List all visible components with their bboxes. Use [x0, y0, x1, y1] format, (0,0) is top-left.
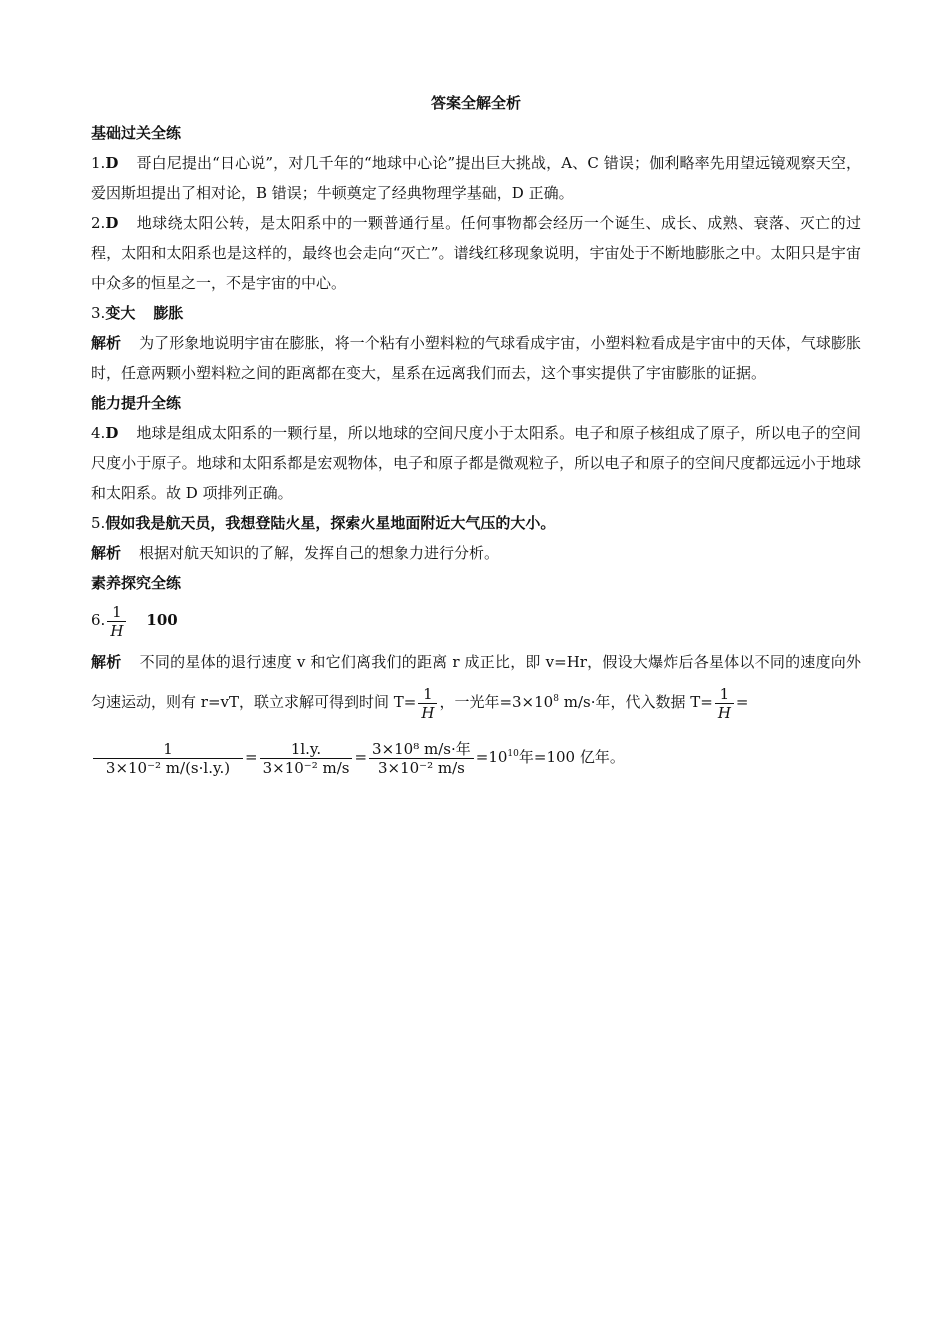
question-number: 4. — [91, 424, 106, 442]
answer-page — [91, 88, 861, 782]
question-number: 6. — [91, 611, 106, 629]
equation-fraction-2: $\frac{1l.y.}{\text{3×10⁻² m/s}}$ — [260, 740, 353, 777]
question-number: 1. — [91, 154, 106, 172]
analysis-text-c: m/s·年，代入数据 T= — [558, 693, 713, 711]
fraction-one-over-h: $\frac{1}{H}$ — [715, 685, 734, 722]
fraction-one-over-h: $\frac{1}{H}$ — [418, 685, 437, 722]
answer-letter: D — [105, 424, 119, 442]
equation-line — [91, 732, 861, 782]
question-number: 3. — [91, 304, 106, 322]
page-title: 答案全解全析 — [430, 94, 521, 112]
answer-text: 地球是组成太阳系的一颗行星，所以地球的空间尺度小于太阳系。电子和原子核组成了原子，所以电子的空间尺度小于原子。地球和太阳系都是宏观物体，电子和原子都是微观粒子，所以电子和原子的空间尺度都远远小于地球和太阳系。故 D 项排列正确。 — [91, 424, 861, 502]
question-number: 5. — [91, 514, 106, 532]
equation-tail-a: =10 — [475, 748, 508, 766]
answer-blank-2: 膨胀 — [153, 304, 184, 322]
answer-3 — [91, 298, 861, 328]
section-heading-basic: 基础过关全练 — [91, 124, 182, 142]
answer-1 — [91, 148, 861, 208]
answer-blank-1: 变大 — [105, 304, 136, 322]
analysis-text: 根据对航天知识的了解，发挥自己的想象力进行分析。 — [139, 544, 500, 562]
exponent: 8 — [553, 694, 559, 704]
equation-tail-b: 年=100 亿年。 — [518, 748, 625, 766]
analysis-label: 解析 — [91, 544, 122, 562]
equals-sign: = — [735, 693, 749, 711]
analysis-text: 为了形象地说明宇宙在膨胀，将一个粘有小塑料粒的气球看成宇宙，小塑料粒看成是宇宙中的天体，气球膨胀时，任意两颗小塑料粒之间的距离都在变大，星系在远离我们而去，这个事实提供了宇宙膨胀的证据。 — [91, 334, 861, 382]
analysis-text-a: 不同的星体的退行速度 v 和它们离我们的距离 r 成正比，即 v=Hr，假设大爆炸后各星体以不同的速度向外匀速运动，则有 r=vT，联立求解可得到时间 T= — [91, 653, 861, 711]
answer-value: 100 — [146, 611, 178, 629]
section-heading-advanced: 能力提升全练 — [91, 394, 182, 412]
equals-sign: = — [354, 748, 368, 766]
exponent: 10 — [507, 749, 519, 759]
analysis-5 — [91, 538, 861, 568]
analysis-text-b: ，一光年=3×10 — [439, 693, 554, 711]
equation-fraction-1: $\frac{1}{\text{3×10⁻² m/(s·l.y.)}}$ — [93, 740, 243, 777]
answer-letter: D — [105, 154, 119, 172]
analysis-label: 解析 — [91, 653, 122, 671]
answer-2 — [91, 208, 861, 298]
question-number: 2. — [91, 214, 106, 232]
equals-sign: = — [245, 748, 258, 766]
answer-5 — [91, 508, 861, 538]
equation-fraction-3: $\frac{\text{3×10⁸ m/s·年}}{\text{3×10⁻² m/s}}$ — [369, 740, 474, 777]
answer-6 — [91, 598, 861, 642]
analysis-label: 解析 — [91, 334, 122, 352]
fraction-one-over-h: $\frac{1}{H}$ — [107, 603, 126, 640]
section-heading-inquiry: 素养探究全练 — [91, 574, 182, 592]
answer-text: 地球绕太阳公转，是太阳系中的一颗普通行星。任何事物都会经历一个诞生、成长、成熟、衰落、灭亡的过程，太阳和太阳系也是这样的，最终也会走向“灭亡”。谱线红移现象说明，宇宙处于不断地膨胀之中。太阳只是宇宙中众多的恒星之一，不是宇宙的中心。 — [91, 214, 861, 292]
analysis-3 — [91, 328, 861, 388]
analysis-6 — [91, 642, 861, 722]
answer-letter: D — [105, 214, 119, 232]
answer-text: 假如我是航天员，我想登陆火星，探索火星地面附近大气压的大小。 — [105, 514, 556, 532]
answer-text: 哥白尼提出“日心说”，对几千年的“地球中心论”提出巨大挑战，A、C 错误；伽利略率先用望远镜观察天空，爱因斯坦提出了相对论，B 错误；牛顿奠定了经典物理学基础，D 正确。 — [91, 154, 861, 202]
answer-4 — [91, 418, 861, 508]
